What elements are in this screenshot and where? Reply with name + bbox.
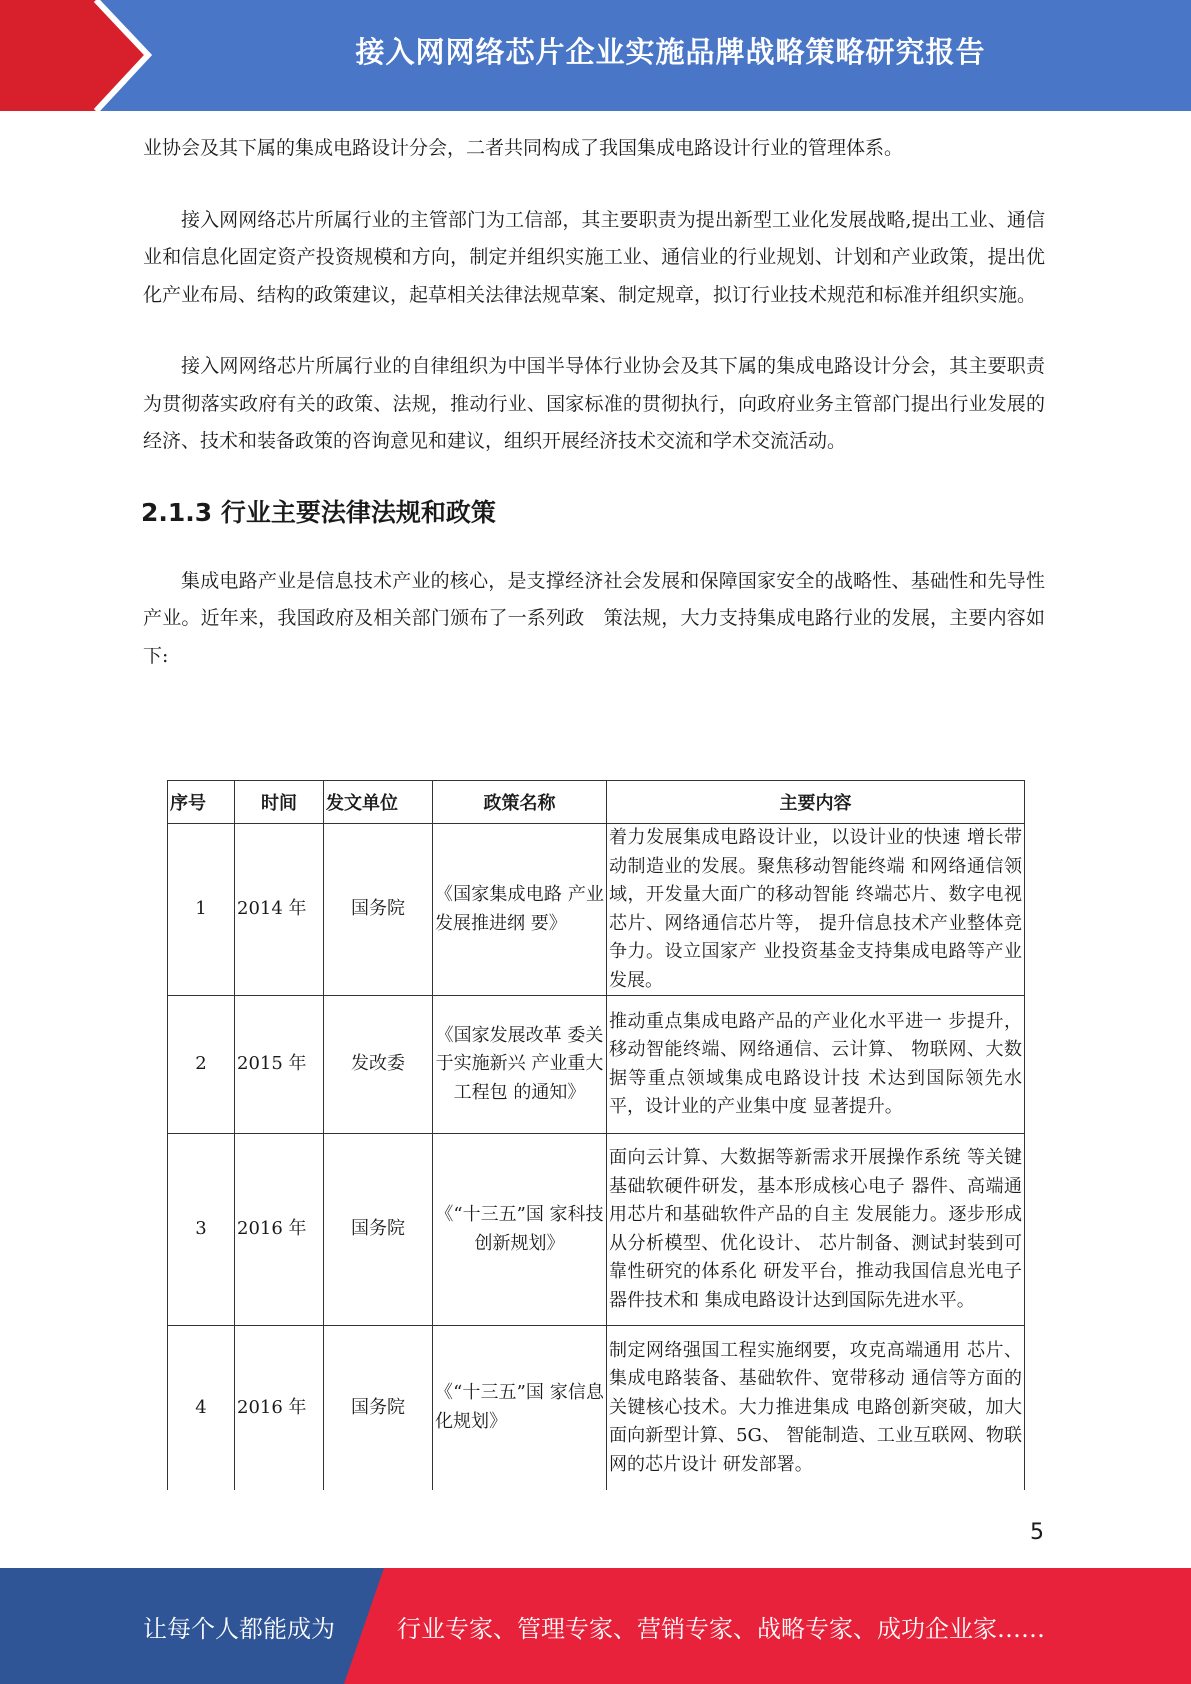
- page-header: [0, 0, 1191, 111]
- cell-no: 1: [168, 824, 235, 996]
- cell-time: 2016 年: [235, 1326, 324, 1490]
- section-intro: 集成电路产业是信息技术产业的核心，是支撑经济社会发展和保障国家安全的战略性、基础性和先导性产业。近年来，我国政府及相关部门颁布了一系列政 策法规，大力支持集成电路行业的发展，主要内容如下:: [143, 569, 1045, 667]
- column-header-time: 时间: [235, 781, 324, 824]
- column-header-name: 政策名称: [433, 781, 607, 824]
- section-heading: 2.1.3 行业主要法律法规和政策: [141, 497, 496, 527]
- cell-policy-name: 《“十三五”国 家科技创新规划》: [433, 1134, 607, 1326]
- cell-issuer: 国务院: [324, 1134, 433, 1326]
- cell-policy-name: 《国家集成电路 产业发展推进纲 要》: [433, 824, 607, 996]
- policy-table: [167, 780, 1025, 1490]
- table-row: [168, 1326, 1025, 1490]
- cell-policy-name: 《“十三五”国 家信息化规划》: [433, 1326, 607, 1490]
- cell-content: 着力发展集成电路设计业，以设计业的快速 增长带动制造业的发展。聚焦移动智能终端 和网络通信领域，开发量大面广的移动智能 终端芯片、数字电视芯片、网络通信芯片等， 提升信息技术产业整体竞争力。设立国家产 业投资基金支持集成电路等产业发展。: [607, 824, 1025, 996]
- table-row: [168, 996, 1025, 1134]
- paragraph-3: 接入网网络芯片所属行业的自律组织为中国半导体行业协会及其下属的集成电路设计分会，其主要职责为贯彻落实政府有关的政策、法规，推动行业、国家标准的贯彻执行，向政府业务主管部门提出行业发展的经济、技术和装备政策的咨询意见和建议，组织开展经济技术交流和学术交流活动。: [143, 355, 1045, 452]
- cell-issuer: 国务院: [324, 824, 433, 996]
- column-header-no: 序号: [168, 781, 235, 824]
- cell-no: 2: [168, 996, 235, 1134]
- cell-content: 制定网络强国工程实施纲要，攻克高端通用 芯片、集成电路装备、基础软件、宽带移动 通信等方面的关键核心技术。大力推进集成 电路创新突破，加大面向新型计算、5G、 智能制造、工业互联网、物联网的芯片设计 研发部署。: [607, 1326, 1025, 1490]
- cell-content: 推动重点集成电路产品的产业化水平进一 步提升，移动智能终端、网络通信、云计算、 物联网、大数据等重点领域集成电路设计技 术达到国际领先水平，设计业的产业集中度 显著提升。: [607, 996, 1025, 1134]
- paragraph-1: 业协会及其下属的集成电路设计分会，二者共同构成了我国集成电路设计行业的管理体系。: [143, 137, 904, 159]
- table-row: [168, 824, 1025, 996]
- paragraph-2: 接入网网络芯片所属行业的主管部门为工信部，其主要职责为提出新型工业化发展战略,提出工业、通信业和信息化固定资产投资规模和方向，制定并组织实施工业、通信业的行业规划、计划和产业政策，提出优化产业布局、结构的政策建议，起草相关法律法规草案、制定规章，拟订行业技术规范和标准并组织实施。: [143, 208, 1045, 306]
- column-header-issuer: 发文单位: [324, 781, 433, 824]
- footer-slogan-left: 让每个人都能成为: [143, 1614, 335, 1643]
- page-footer: [0, 1568, 1191, 1684]
- footer-slogan-right: 行业专家、管理专家、营销专家、战略专家、成功企业家……: [397, 1614, 1045, 1643]
- document-body: [143, 130, 1045, 709]
- cell-time: 2014 年: [235, 824, 324, 996]
- cell-time: 2016 年: [235, 1134, 324, 1326]
- cell-no: 3: [168, 1134, 235, 1326]
- cell-issuer: 发改委: [324, 996, 433, 1134]
- table-row: [168, 1134, 1025, 1326]
- cell-policy-name: 《国家发展改革 委关于实施新兴 产业重大工程包 的通知》: [433, 996, 607, 1134]
- cell-issuer: 国务院: [324, 1326, 433, 1490]
- cell-time: 2015 年: [235, 996, 324, 1134]
- table-header-row: [168, 781, 1025, 824]
- page-number: 5: [1030, 1520, 1044, 1545]
- cell-content: 面向云计算、大数据等新需求开展操作系统 等关键基础软硬件研发，基本形成核心电子 器件、高端通用芯片和基础软件产品的自主 发展能力。逐步形成从分析模型、优化设计、 芯片制备、测试封装到可靠性研究的体系化 研发平台，推动我国信息光电子器件技术和 集成电路设计达到国际先进水平。: [607, 1134, 1025, 1326]
- column-header-content: 主要内容: [607, 781, 1025, 824]
- cell-no: 4: [168, 1326, 235, 1490]
- report-title: 接入网网络芯片企业实施品牌战略策略研究报告: [355, 34, 986, 69]
